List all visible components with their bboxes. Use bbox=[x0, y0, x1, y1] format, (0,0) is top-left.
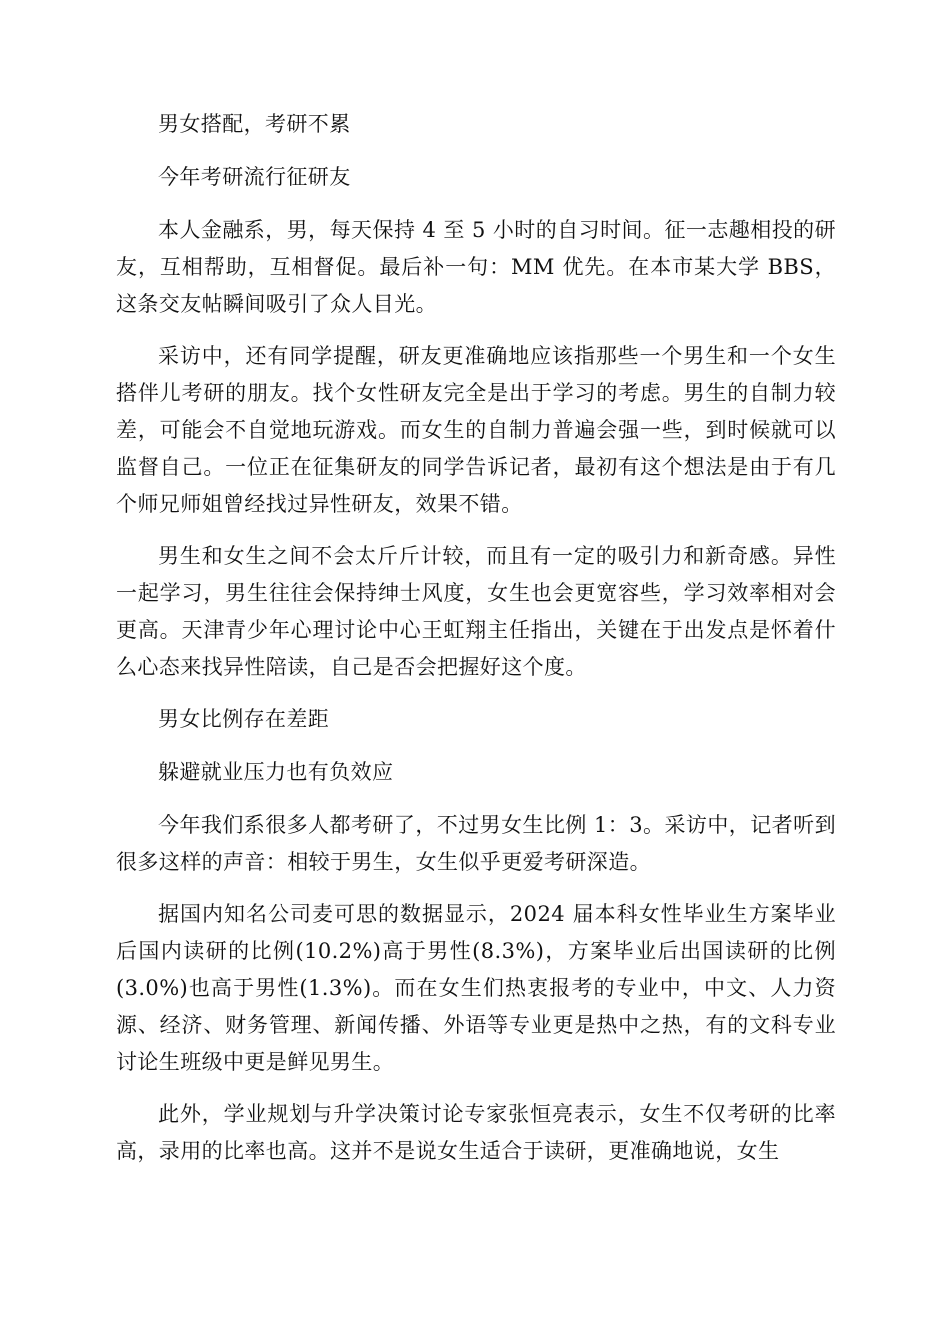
paragraph: 据国内知名公司麦可思的数据显示，2024 届本科女性毕业生方案毕业后国内读研的比例(10.2%)高于男性(8.3%)，方案毕业后出国读研的比例(3.0%)也高于男性(1.3%)。而在女生们热衷报考的专业中，中文、人力资源、经济、财务管理、新闻传播、外语等专业更是热中之热，有的文科专业讨论生班级中更是鲜见男生。 bbox=[116, 902, 836, 1074]
document-page bbox=[116, 106, 836, 1185]
paragraph-heading: 男女搭配，考研不累 bbox=[158, 112, 351, 136]
paragraph: 此外，学业规划与升学决策讨论专家张恒亮表示，女生不仅考研的比率高，录用的比率也高。这并不是说女生适合于读研，更准确地说，女生 bbox=[116, 1102, 836, 1163]
paragraph: 本人金融系，男，每天保持 4 至 5 小时的自习时间。征一志趣相投的研友，互相帮助，互相督促。最后补一句：MM 优先。在本市某大学 BBS，这条交友帖瞬间吸引了众人目光。 bbox=[116, 218, 836, 316]
paragraph: 今年我们系很多人都考研了，不过男女生比例 1：3。采访中，记者听到很多这样的声音：相较于男生，女生似乎更爱考研深造。 bbox=[116, 813, 836, 874]
paragraph-heading: 男女比例存在差距 bbox=[158, 707, 330, 731]
paragraph: 采访中，还有同学提醒，研友更准确地应该指那些一个男生和一个女生搭伴儿考研的朋友。找个女性研友完全是出于学习的考虑。男生的自制力较差，可能会不自觉地玩游戏。而女生的自制力普遍会强一些，到时候就可以监督自己。一位正在征集研友的同学告诉记者，最初有这个想法是由于有几个师兄师姐曾经找过异性研友，效果不错。 bbox=[116, 344, 836, 516]
paragraph: 男生和女生之间不会太斤斤计较，而且有一定的吸引力和新奇感。异性一起学习，男生往往会保持绅士风度，女生也会更宽容些，学习效率相对会更高。天津青少年心理讨论中心王虹翔主任指出，关键在于出发点是怀着什么心态来找异性陪读，自己是否会把握好这个度。 bbox=[116, 544, 836, 679]
paragraph-heading: 今年考研流行征研友 bbox=[158, 165, 351, 189]
paragraph-heading: 躲避就业压力也有负效应 bbox=[158, 760, 394, 784]
